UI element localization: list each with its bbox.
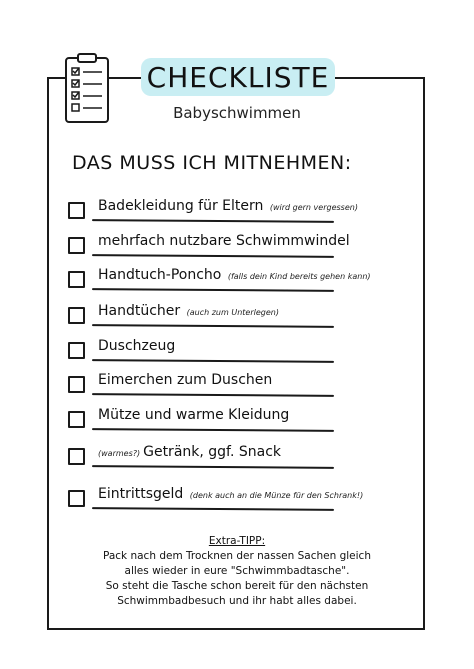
checkbox[interactable] (68, 202, 85, 219)
checklist-item (68, 372, 368, 402)
page-title: CHECKLISTE (146, 60, 330, 94)
item-note: (auch zum Unterlegen) (186, 308, 279, 317)
item-text: Eintrittsgeld (98, 486, 184, 502)
tip-line: Schwimmbadbesuch und ihr habt alles dabei. (117, 595, 357, 607)
tip-line: So steht die Tasche schon bereit für den nächsten (105, 580, 369, 592)
item-underline (92, 465, 334, 469)
checklist-item (68, 444, 368, 474)
checkbox[interactable] (68, 490, 85, 507)
item-label (98, 303, 279, 319)
tip-line: Pack nach dem Trocknen der nassen Sachen gleich (102, 550, 371, 562)
item-underline (92, 393, 334, 397)
item-text: Handtücher (98, 303, 181, 319)
item-underline (92, 254, 334, 258)
checklist-item (68, 267, 371, 297)
checkbox[interactable] (68, 342, 85, 359)
section-heading: DAS MUSS ICH MITNEHMEN: (72, 152, 352, 174)
item-label (98, 198, 358, 214)
item-text: Duschzeug (98, 338, 176, 354)
item-note: (denk auch an die Münze für den Schrank!) (189, 491, 364, 500)
item-underline (92, 219, 334, 223)
item-text: Getränk, ggf. Snack (143, 444, 282, 460)
checklist-item (68, 233, 368, 263)
item-text: Eimerchen zum Duschen (98, 372, 273, 388)
item-underline (92, 288, 334, 292)
item-label (98, 407, 289, 423)
title-badge (141, 58, 335, 96)
tip-line: alles wieder in eure "Schwimmbadtasche". (124, 565, 350, 577)
item-underline (92, 428, 334, 432)
checklist-item (68, 338, 368, 368)
item-note: (falls dein Kind bereits gehen kann) (227, 272, 371, 281)
item-label (98, 486, 363, 502)
checkbox[interactable] (68, 307, 85, 324)
item-underline (92, 507, 334, 511)
item-text: Mütze und warme Kleidung (98, 407, 290, 423)
checkbox[interactable] (68, 376, 85, 393)
checkbox[interactable] (68, 411, 85, 428)
item-underline (92, 324, 334, 328)
page-subtitle: Babyschwimmen (173, 104, 301, 122)
item-label (98, 338, 175, 354)
item-label (98, 267, 371, 283)
checkbox[interactable] (68, 448, 85, 465)
item-text: mehrfach nutzbare Schwimmwindel (98, 233, 350, 249)
checkbox[interactable] (68, 237, 85, 254)
checklist-item (68, 303, 368, 333)
checklist-item (68, 407, 368, 437)
item-label (98, 444, 281, 460)
item-label (98, 233, 350, 249)
checkbox[interactable] (68, 271, 85, 288)
item-label (98, 372, 272, 388)
item-underline (92, 359, 334, 363)
item-text: Handtuch-Poncho (98, 267, 222, 283)
checklist-item (68, 198, 368, 228)
item-note: (wird gern vergessen) (269, 203, 358, 212)
item-text: Badekleidung für Eltern (98, 198, 264, 214)
item-prefix: (warmes?) (98, 449, 141, 458)
extra-tip (95, 534, 379, 609)
checklist-item (68, 486, 368, 516)
tip-heading: Extra-TIPP: (208, 535, 266, 547)
